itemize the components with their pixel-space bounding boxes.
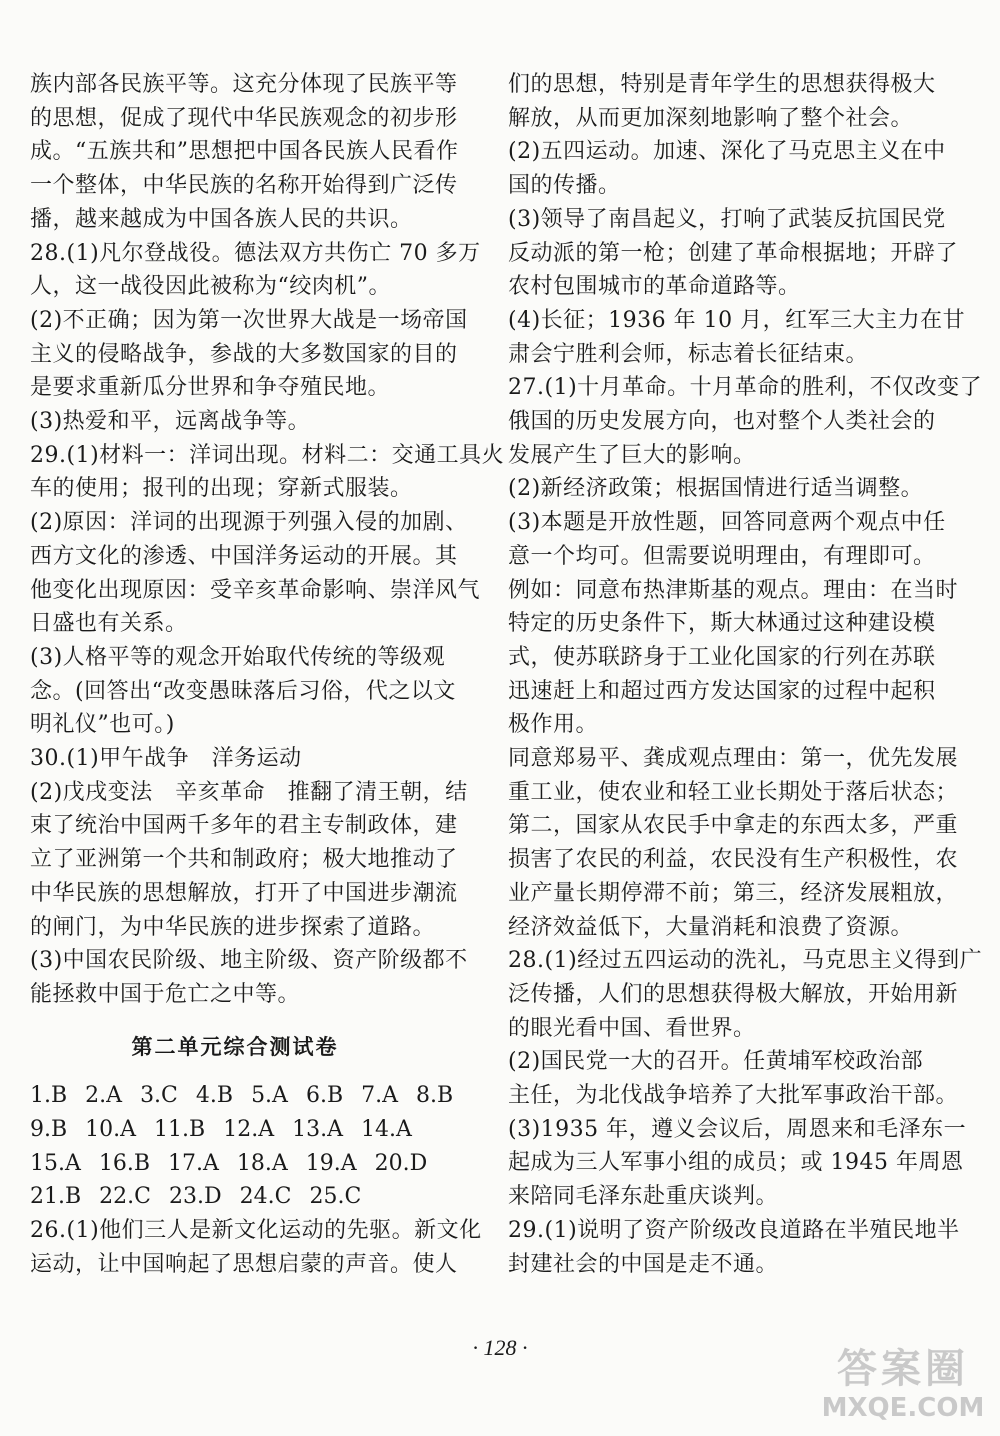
text-line: 损害了农民的利益，农民没有生产积极性，农: [508, 847, 959, 873]
text-line: (2)戊戌变法 辛亥革命 推翻了清王朝，结: [30, 779, 468, 805]
text-line: (2)原因：洋词的出现源于列强入侵的加剧、: [30, 510, 468, 536]
text-line: 运动，让中国响起了思想启蒙的声音。使人: [30, 1251, 458, 1277]
answer-item: 25.C: [309, 1184, 362, 1210]
answer-item: 20.D: [374, 1150, 428, 1176]
text-line: (4)长征；1936 年 10 月，红军三大主力在甘: [508, 307, 966, 333]
text-line: 束了统治中国两千多年的君主专制政体，建: [30, 813, 458, 839]
section-heading: 第二单元综合测试卷: [131, 1034, 339, 1059]
text-line: 反动派的第一枪；创建了革命根据地；开辟了: [508, 240, 959, 266]
text-line: 中华民族的思想解放，打开了中国进步潮流: [30, 880, 458, 906]
text-line: 车的使用；报刊的出现；穿新式服装。: [30, 476, 413, 502]
text-line: 播，越来越成为中国各族人民的共识。: [30, 206, 413, 232]
answer-item: 2.A: [85, 1083, 123, 1109]
text-line: 极作用。: [508, 712, 599, 738]
text-line: 日盛也有关系。: [30, 611, 188, 637]
text-line: 特定的历史条件下，斯大林通过这种建设模: [508, 611, 936, 637]
text-line: 们的思想，特别是青年学生的思想获得极大: [508, 72, 936, 97]
text-line: 迅速赶上和超过西方发达国家的过程中起积: [508, 678, 936, 704]
text-line: 封建社会的中国是走不通。: [508, 1251, 779, 1277]
text-line: 同意郑易平、龚成观点理由：第一，优先发展: [508, 746, 959, 771]
text-line: (2)国民党一大的召开。任黄埔军校政治部: [508, 1049, 924, 1075]
answer-item: 13.A: [292, 1117, 343, 1142]
text-line: 业产量长期停滞不前；第三，经济发展粗放，: [508, 880, 959, 906]
text-line: (3)领导了南昌起义，打响了武装反抗国民党: [508, 206, 946, 232]
text-line: 解放，从而更加深刻地影响了整个社会。: [508, 105, 914, 131]
answer-row: [30, 1081, 471, 1111]
text-line: 泛传播，人们的思想获得极大解放，开始用新: [508, 981, 959, 1007]
text-line: 主义的侵略战争，参战的大多数国家的目的: [30, 341, 458, 367]
text-line: 经济效益低下，大量消耗和浪费了资源。: [508, 914, 914, 940]
text-line: 来陪同毛泽东赴重庆谈判。: [508, 1184, 779, 1210]
text-line: 29.(1)材料一：洋词出现。材料二：交通工具火: [30, 442, 505, 468]
answer-item: 3.C: [140, 1083, 178, 1109]
answer-item: 14.A: [360, 1117, 412, 1142]
text-line: 式，使苏联跻身于工业化国家的行列在苏联: [508, 644, 936, 670]
text-line: 26.(1)他们三人是新文化运动的先驱。新文化: [30, 1218, 482, 1244]
text-line: 西方文化的渗透、中国洋务运动的开展。其: [30, 543, 458, 569]
text-line: 是要求重新瓜分世界和争夺殖民地。: [30, 375, 391, 401]
text-line: 国的传播。: [508, 173, 621, 199]
text-line: (3)热爱和平，远离战争等。: [30, 409, 311, 434]
answer-item: 15.A: [30, 1150, 81, 1176]
answer-item: 18.A: [236, 1150, 288, 1176]
answer-row: [30, 1149, 445, 1179]
text-line: 的闸门，为中华民族的进步探索了道路。: [30, 914, 436, 940]
answer-row: [30, 1115, 430, 1145]
watermark-top: 答案圈: [837, 1346, 969, 1392]
answer-item: 7.A: [361, 1083, 399, 1109]
text-line: 29.(1)说明了资产阶级改良道路在半殖民地半: [508, 1217, 960, 1243]
text-line: (3)人格平等的观念开始取代传统的等级观: [30, 644, 446, 670]
text-line: 例如：同意布热津斯基的观点。理由：在当时: [508, 577, 959, 603]
answer-item: 6.B: [305, 1083, 344, 1109]
text-line: (2)不正确；因为第一次世界大战是一场帝国: [30, 307, 468, 333]
text-line: (3)本题是开放性题，回答同意两个观点中任: [508, 510, 946, 536]
text-line: 28.(1)凡尔登战役。德法双方共伤亡 70 多万: [30, 240, 481, 266]
text-line: 念。(回答出“改变愚昧落后习俗，代之以文: [30, 678, 456, 704]
answer-item: 10.A: [85, 1117, 137, 1142]
text-line: (3)中国农民阶级、地主阶级、资产阶级都不: [30, 948, 468, 974]
text-line: 明礼仪”也可。): [30, 712, 175, 738]
text-line: 起成为三人军事小组的成员；或 1945 年周恩: [508, 1150, 964, 1176]
text-line: 27.(1)十月革命。十月革命的胜利，不仅改变了: [508, 375, 983, 401]
answer-item: 9.B: [30, 1117, 68, 1142]
watermark-bottom: MXQE.COM: [821, 1393, 985, 1423]
text-line: (3)1935 年，遵义会议后，周恩来和毛泽东一: [508, 1116, 967, 1142]
text-line: 俄国的历史发展方向，也对整个人类社会的: [508, 409, 936, 434]
text-line: 族内部各民族平等。这充分体现了民族平等: [30, 72, 458, 97]
text-line: (2)新经济政策；根据国情进行适当调整。: [508, 476, 924, 502]
answer-item: 5.A: [251, 1083, 288, 1109]
text-line: 人，这一战役因此被称为“绞肉机”。: [30, 274, 391, 300]
text-line: 肃会宁胜利会师，标志着长征结束。: [508, 341, 869, 367]
answer-item: 16.B: [98, 1150, 151, 1176]
text-line: 的思想，促成了现代中华民族观念的初步形: [30, 105, 458, 131]
text-line: 农村包围城市的革命道路等。: [508, 274, 801, 300]
answer-item: 22.C: [99, 1184, 151, 1210]
text-line: 他变化出现原因：受辛亥革命影响、崇洋风气: [30, 577, 481, 603]
answer-row: [30, 1182, 379, 1212]
text-line: 的眼光看中国、看世界。: [508, 1015, 756, 1041]
text-line: 28.(1)经过五四运动的洗礼，马克思主义得到广: [508, 948, 983, 974]
text-line: 一个整体，中华民族的名称开始得到广泛传: [30, 173, 458, 199]
text-line: 重工业，使农业和轻工业长期处于落后状态；: [508, 779, 959, 805]
answer-item: 8.B: [416, 1083, 454, 1109]
answer-item: 1.B: [30, 1083, 68, 1109]
text-line: (2)五四运动。加速、深化了马克思主义在中: [508, 139, 946, 165]
text-line: 立了亚洲第一个共和制政府；极大地推动了: [30, 847, 458, 873]
page-number: · 128 ·: [472, 1335, 528, 1360]
answer-item: 17.A: [168, 1150, 219, 1176]
text-line: 30.(1)甲午战争 洋务运动: [30, 746, 302, 771]
answer-item: 19.A: [305, 1150, 357, 1176]
text-line: 发展产生了巨大的影响。: [508, 442, 756, 468]
text-line: 能拯救中国于危亡之中等。: [30, 981, 301, 1007]
answer-item: 11.B: [154, 1117, 206, 1142]
text-line: 意一个均可。但需要说明理由，有理即可。: [508, 543, 936, 569]
watermark-logo: [818, 1345, 988, 1425]
text-line: 第二，国家从农民手中拿走的东西太多，严重: [508, 813, 959, 839]
answer-item: 12.A: [223, 1117, 275, 1142]
answer-item: 23.D: [168, 1184, 222, 1210]
answer-item: 24.C: [239, 1184, 292, 1210]
text-line: 成。“五族共和”思想把中国各民族人民看作: [30, 139, 459, 165]
text-line: 主任，为北伐战争培养了大批军事政治干部。: [508, 1083, 959, 1108]
answer-item: 21.B: [30, 1184, 82, 1210]
answer-item: 4.B: [195, 1083, 234, 1109]
